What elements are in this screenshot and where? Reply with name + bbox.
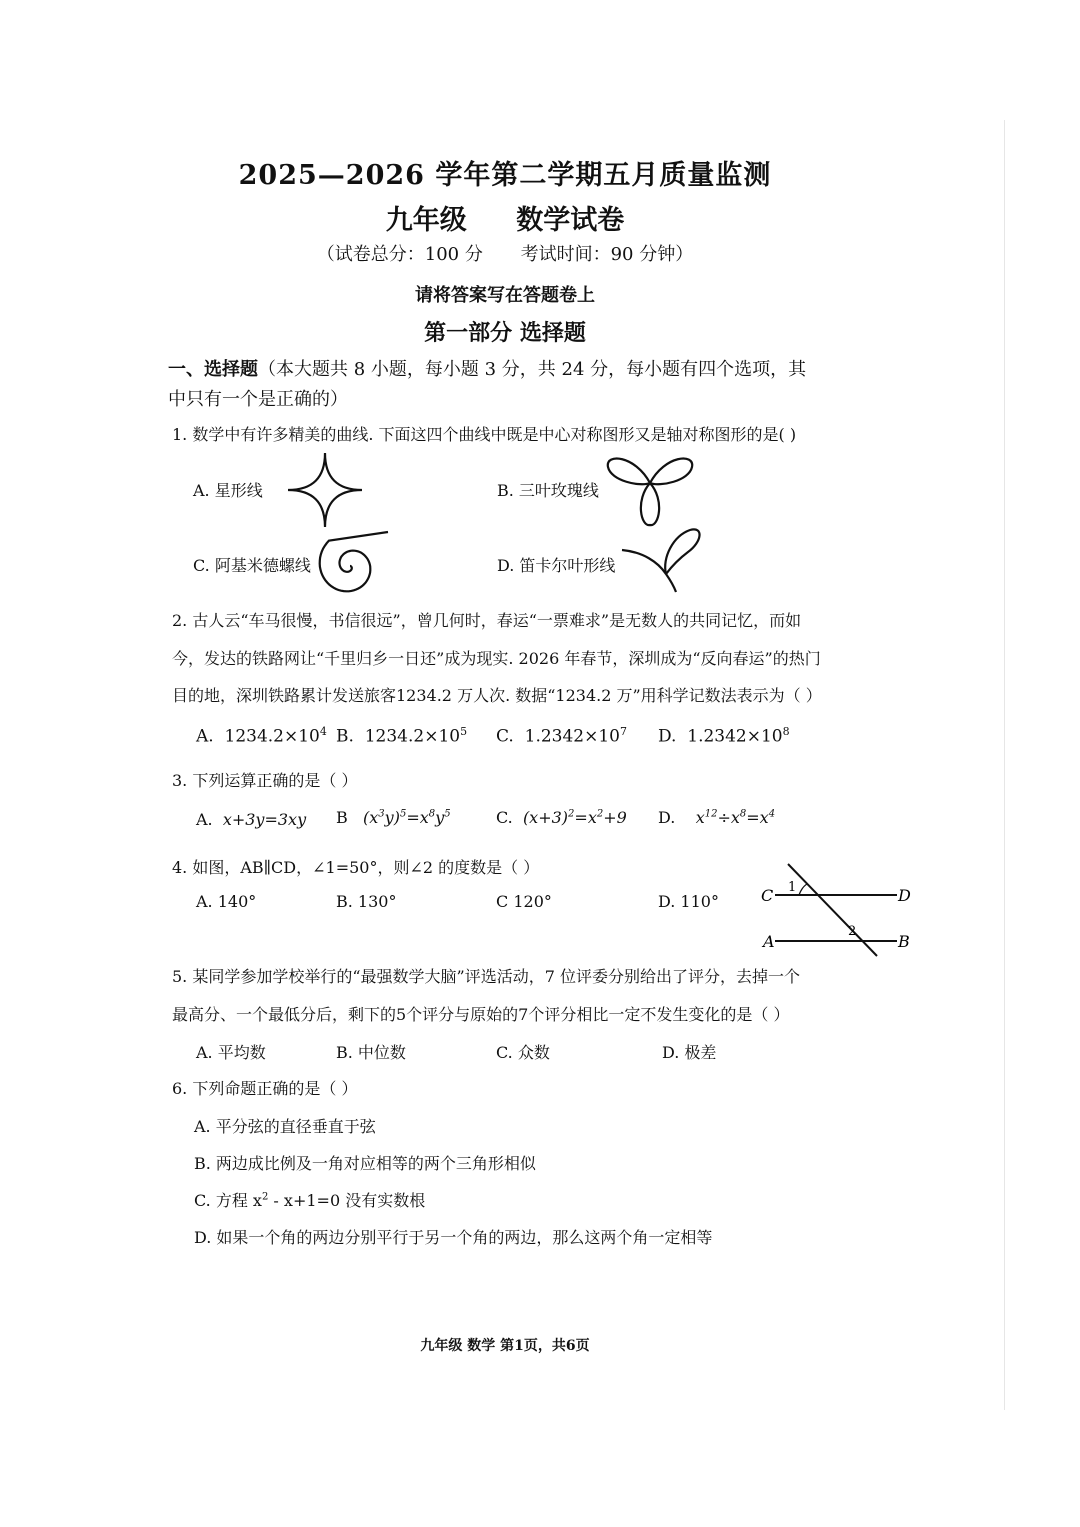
q2-option-b <box>336 725 467 747</box>
q5-option-c: C. 众数 <box>496 1043 550 1062</box>
q3-d-part2: ÷x <box>717 808 740 827</box>
q3-b-exp2: 5 <box>399 808 407 820</box>
q6-stem: 6. 下列命题正确的是（ ） <box>172 1079 358 1098</box>
q2-option-b-base: 1234.2×10 <box>364 726 461 747</box>
q5-option-b: B. 中位数 <box>336 1043 406 1062</box>
q5-line2: 最高分、一个最低分后，剩下的5个评分与原始的7个评分相比一定不发生变化的是（ ） <box>172 1005 790 1024</box>
q5-line1: 5. 某同学参加学校举行的“最强数学大脑”评选活动，7 位评委分别给出了评分，去掉一个 <box>172 967 800 986</box>
q3-option-c <box>496 808 627 827</box>
q2-option-d-exp: 8 <box>782 725 790 738</box>
label-a: A <box>763 932 775 951</box>
q3-a-expr: x+3y=3xy <box>222 810 307 829</box>
section-label: 一、选择题 <box>168 359 258 380</box>
q3-b-part2: y) <box>384 808 400 827</box>
page-edge-line <box>1004 120 1005 1410</box>
q2-option-c-label: C. <box>496 726 514 747</box>
archimedean-spiral-figure <box>318 528 398 598</box>
exam-subtitle <box>0 198 1010 237</box>
q3-d-part1: x <box>695 808 705 827</box>
astroid-figure <box>285 450 365 530</box>
q2-option-d <box>658 725 790 747</box>
q6-c-exp: 2 <box>261 1191 269 1203</box>
q3-b-exp3: 8 <box>428 808 436 820</box>
q3-c-part1: (x+3) <box>522 808 569 827</box>
q3-option-a <box>196 810 306 829</box>
q2-option-d-base: 1.2342×10 <box>687 726 783 747</box>
exam-duration: 考试时间：90 分钟） <box>520 244 694 265</box>
q3-c-part3: +9 <box>603 808 627 827</box>
q3-b-part3: =x <box>406 808 429 827</box>
q4-option-c: C 120° <box>496 892 552 911</box>
label-c: C <box>761 886 774 905</box>
q3-b-part4: y <box>435 808 445 827</box>
section-desc-2: 中只有一个是正确的） <box>168 389 348 410</box>
three-leaf-rose-figure <box>605 445 695 530</box>
q2-option-a-label: A. <box>196 726 214 747</box>
q2-option-a-exp: 4 <box>319 725 327 738</box>
q3-b-exp1: 3 <box>378 808 385 820</box>
q4-option-a: A. 140° <box>196 892 257 911</box>
q3-c-exp2: 2 <box>596 808 604 820</box>
q3-d-part3: =x <box>746 808 769 827</box>
q3-b-exp4: 5 <box>444 808 451 820</box>
q4-option-d: D. 110° <box>658 892 719 911</box>
exam-info <box>0 240 1010 266</box>
q2-line2: 今，发达的铁路网让“千里归乡一日还”成为现实. 2026 年春节，深圳成为“反向春运”的热门 <box>172 649 821 668</box>
label-d: D <box>898 886 911 905</box>
q3-c-exp1: 2 <box>568 808 575 820</box>
page-footer: 九年级 数学 第1页，共6页 <box>420 1338 590 1354</box>
q3-a-label: A. <box>196 810 213 829</box>
q3-stem: 3. 下列运算正确的是（ ） <box>172 771 358 790</box>
label-b: B <box>898 932 910 951</box>
q6-c-part1: C. 方程 x <box>194 1191 262 1210</box>
answer-notice: 请将答案写在答题卷上 <box>415 285 595 306</box>
q2-option-b-label: B. <box>336 726 354 747</box>
q2-option-a <box>196 725 327 747</box>
transversal <box>788 864 877 956</box>
q2-line1: 2. 古人云“车马很慢，书信很远”，曾几何时，春运“一票难求”是无数人的共同记忆，而如 <box>172 611 802 630</box>
angle-1-label: 1 <box>788 880 797 895</box>
q2-option-a-base: 1234.2×10 <box>224 726 320 747</box>
q6-option-a: A. 平分弦的直径垂直于弦 <box>194 1117 376 1136</box>
subject-label: 数学试卷 <box>516 205 625 236</box>
q2-option-c <box>496 725 627 747</box>
exam-title: 2025—2026 学年第二学期五月质量监测 <box>238 160 772 191</box>
section-desc-1: （本大题共 8 小题，每小题 3 分，共 24 分，每小题有四个选项，其 <box>258 359 807 380</box>
q6-option-d: D. 如果一个角的两边分别平行于另一个角的两边，那么这两个角一定相等 <box>194 1228 713 1247</box>
q6-option-c <box>194 1188 425 1211</box>
q3-c-part2: =x <box>574 808 597 827</box>
q5-option-a: A. 平均数 <box>196 1043 266 1062</box>
section-heading <box>168 355 806 385</box>
q3-c-label: C. <box>496 808 513 827</box>
q2-option-b-exp: 5 <box>460 725 468 738</box>
q2-option-c-exp: 7 <box>619 725 627 738</box>
q3-b-label: B <box>336 808 348 827</box>
q3-d-exp1: 12 <box>704 808 718 820</box>
parallel-lines-figure <box>755 860 920 960</box>
q4-option-b: B. 130° <box>336 892 397 911</box>
q4-stem: 4. 如图，AB∥CD，∠1=50°，则∠2 的度数是（ ） <box>172 858 540 877</box>
q6-c-part2: - x+1=0 没有实数根 <box>268 1191 426 1210</box>
q3-d-label: D. <box>658 808 676 827</box>
q2-option-d-label: D. <box>658 726 677 747</box>
q1-stem: 1. 数学中有许多精美的曲线. 下面这四个曲线中既是中心对称图形又是轴对称图形的是( ) <box>172 425 797 444</box>
q1-option-d: D. 笛卡尔叶形线 <box>497 556 616 575</box>
q1-option-b: B. 三叶玫瑰线 <box>497 481 599 500</box>
q3-option-b <box>336 808 451 827</box>
angle-2-label: 2 <box>848 924 857 939</box>
q2-line3: 目的地，深圳铁路累计发送旅客1234.2 万人次. 数据“1234.2 万”用科学记数法表示为（ ） <box>172 686 822 705</box>
q1-option-c: C. 阿基米德螺线 <box>193 556 311 575</box>
part-title: 第一部分 选择题 <box>424 320 586 346</box>
q3-b-part1: (x <box>363 808 379 827</box>
q2-option-c-base: 1.2342×10 <box>524 726 620 747</box>
q3-d-exp3: 4 <box>768 808 776 820</box>
q5-option-d: D. 极差 <box>662 1043 717 1062</box>
q3-d-exp2: 8 <box>739 808 747 820</box>
total-score: （试卷总分：100 分 <box>316 244 483 265</box>
q3-option-d <box>658 808 775 827</box>
q1-option-a: A. 星形线 <box>193 481 263 500</box>
grade-label: 九年级 <box>385 205 467 236</box>
q6-option-b: B. 两边成比例及一角对应相等的两个三角形相似 <box>194 1154 536 1173</box>
folium-figure <box>618 522 708 592</box>
